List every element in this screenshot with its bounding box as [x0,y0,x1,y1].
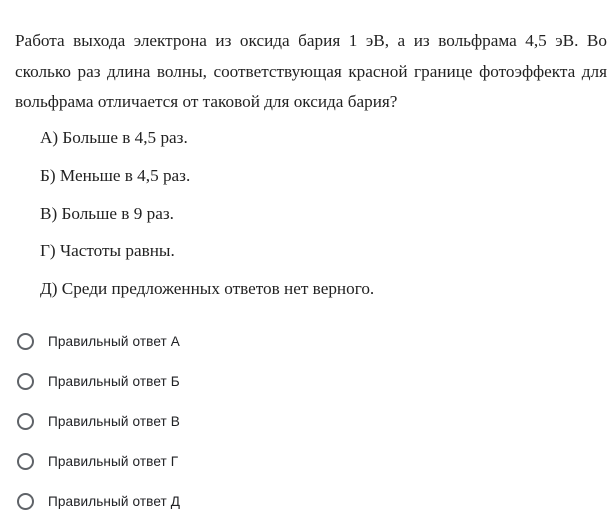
radio-button-g[interactable] [17,453,34,470]
answer-choice-g[interactable] [14,441,180,481]
answer-label-d: Правильный ответ Д [48,493,181,509]
answer-choice-d[interactable] [14,481,180,521]
answer-label-a: Правильный ответ А [48,333,180,349]
radio-button-b[interactable] [17,373,34,390]
option-d: Д) Среди предложенных ответов нет верного. [40,279,375,299]
option-g: Г) Частоты равны. [40,241,175,261]
answer-radio-group [14,321,180,521]
answer-choice-v[interactable] [14,401,180,441]
radio-button-a[interactable] [17,333,34,350]
question-text: Работа выхода электрона из оксида бария 1 эВ, а из вольфрама 4,5 эВ. Во сколько раз длина волны, соответствующая красной границе фотоэффекта для вольфрама отличается от таковой для оксида бария? [15,31,607,111]
answer-label-b: Правильный ответ Б [48,373,180,389]
answer-choice-a[interactable] [14,321,180,361]
option-b: Б) Меньше в 4,5 раз. [40,165,191,185]
radio-button-v[interactable] [17,413,34,430]
answer-options-list [40,123,374,312]
answer-label-v: Правильный ответ В [48,413,180,429]
answer-label-g: Правильный ответ Г [48,453,179,469]
radio-button-d[interactable] [17,493,34,510]
option-v: В) Больше в 9 раз. [40,203,174,223]
option-a: А) Больше в 4,5 раз. [40,128,188,147]
answer-choice-b[interactable] [14,361,180,401]
